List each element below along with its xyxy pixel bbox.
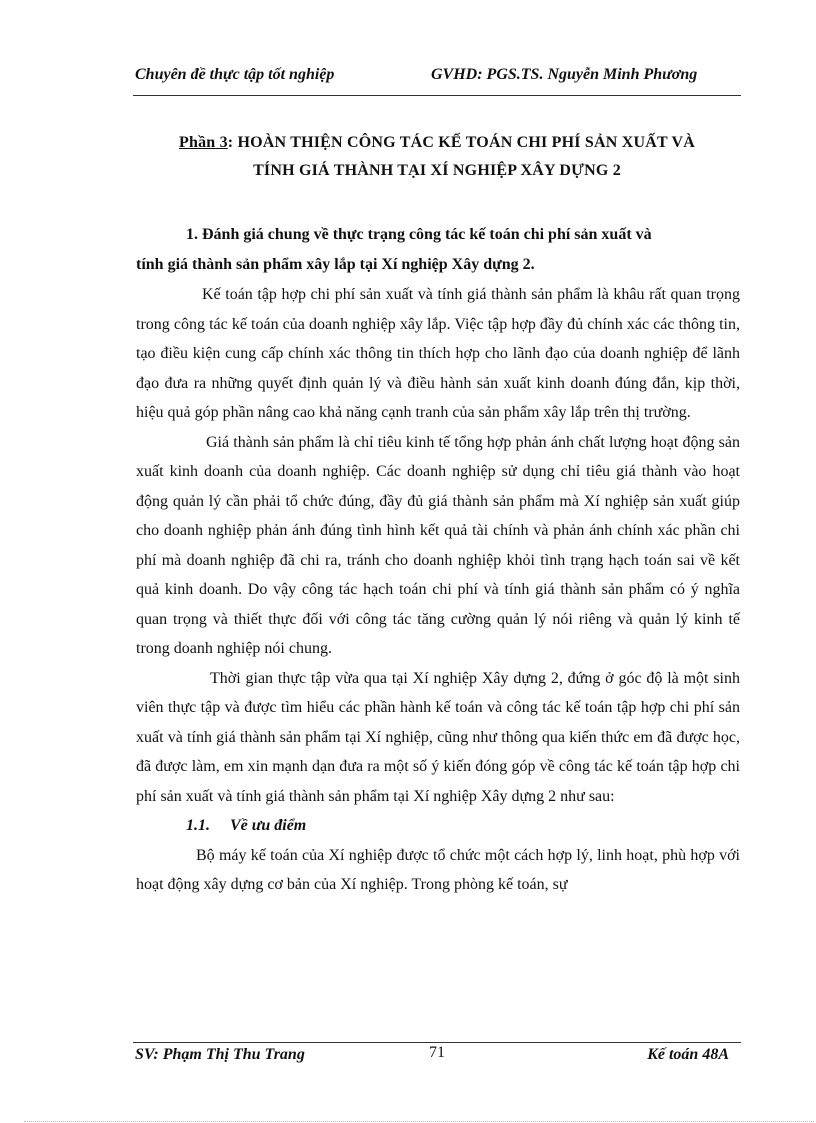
section-1-heading-line-1: 1. Đánh giá chung về thực trạng công tác kế toán chi phí sản xuất và xyxy=(186,226,652,243)
page-footer xyxy=(133,1044,741,1068)
header-document-type: Chuyên đề thực tập tốt nghiệp xyxy=(135,66,335,83)
subsection-title: Về ưu điểm xyxy=(230,817,307,834)
part-title-prefix: Phần 3 xyxy=(179,134,228,151)
part-title-line-2: TÍNH GIÁ THÀNH TẠI XÍ NGHIỆP XÂY DỰNG 2 xyxy=(253,162,621,179)
footer-student-name: SV: Phạm Thị Thu Trang xyxy=(135,1046,305,1063)
paragraph: Kế toán tập hợp chi phí sản xuất và tính giá thành sản phẩm là khâu rất quan trọng trong công tác kế toán của doanh nghiệp xây lắp. Việc tập hợp đầy đủ chính xác các thông tin, tạo điều kiện cung cấp chính xác thông tin thích hợp cho lãnh đạo của doanh nghiệp để lãnh đạo đưa ra những quyết định quản lý và điều hành sản xuất kinh doanh đúng đắn, kịp thời, hiệu quả góp phần nâng cao khả năng cạnh tranh của sản phẩm xây lắp trên thị trường. xyxy=(136,286,740,421)
page-header xyxy=(133,66,741,92)
paragraph: Giá thành sản phẩm là chỉ tiêu kinh tế tổng hợp phản ánh chất lượng hoạt động sản xuất kinh doanh của doanh nghiệp. Các doanh nghiệp sử dụng chỉ tiêu giá thành vào hoạt động quản lý cần phải tổ chức đúng, đầy đủ giá thành sản phẩm mà Xí nghiệp sản xuất giúp cho doanh nghiệp phản ánh đúng tình hình kết quả tài chính và phản ánh chính xác phần chi phí mà doanh nghiệp đã chi ra, tránh cho doanh nghiệp khỏi tình trạng hạch toán sai về kết quả kinh doanh. Do vậy công tác hạch toán chi phí và tính giá thành sản phẩm có ý nghĩa quan trọng và thiết thực đối với công tác tăng cường quản lý nói riêng và quản lý kinh tế trong doanh nghiệp nói chung. xyxy=(136,433,740,657)
section-1-heading xyxy=(136,220,740,280)
header-divider xyxy=(133,95,741,96)
paragraph: Bộ máy kế toán của Xí nghiệp được tổ chức một cách hợp lý, linh hoạt, phù hợp với hoạt động xây dựng cơ bản của Xí nghiệp. Trong phòng kế toán, sự xyxy=(136,846,740,893)
page-bottom-edge xyxy=(24,1121,814,1122)
subsection-heading xyxy=(136,811,740,841)
header-supervisor: GVHD: PGS.TS. Nguyễn Minh Phương xyxy=(431,66,698,83)
paragraph: Thời gian thực tập vừa qua tại Xí nghiệp Xây dựng 2, đứng ở góc độ là một sinh viên thực tập và được tìm hiểu các phần hành kế toán và công tác kế toán tập hợp chi phí sản xuất và tính giá thành sản phẩm tại Xí nghiệp, cũng như thông qua kiến thức em đã được học, đã được làm, em xin mạnh dạn đưa ra một số ý kiến đóng góp về công tác kế toán tập hợp chi phí sản xuất và tính giá thành sản phẩm tại Xí nghiệp Xây dựng 2 như sau: xyxy=(136,669,740,805)
footer-divider xyxy=(133,1042,741,1043)
page-number: 71 xyxy=(429,1044,445,1061)
part-title-line-1-rest: : HOÀN THIỆN CÔNG TÁC KẾ TOÁN CHI PHÍ SẢN XUẤT VÀ xyxy=(227,134,695,151)
footer-class: Kế toán 48A xyxy=(647,1046,729,1063)
subsection-number: 1.1. xyxy=(186,817,210,834)
part-title xyxy=(133,129,741,185)
part-title-line-1 xyxy=(133,129,741,157)
section-1-heading-line-2: tính giá thành sản phẩm xây lắp tại Xí nghiệp Xây dựng 2. xyxy=(136,256,535,273)
body-text xyxy=(136,280,740,900)
